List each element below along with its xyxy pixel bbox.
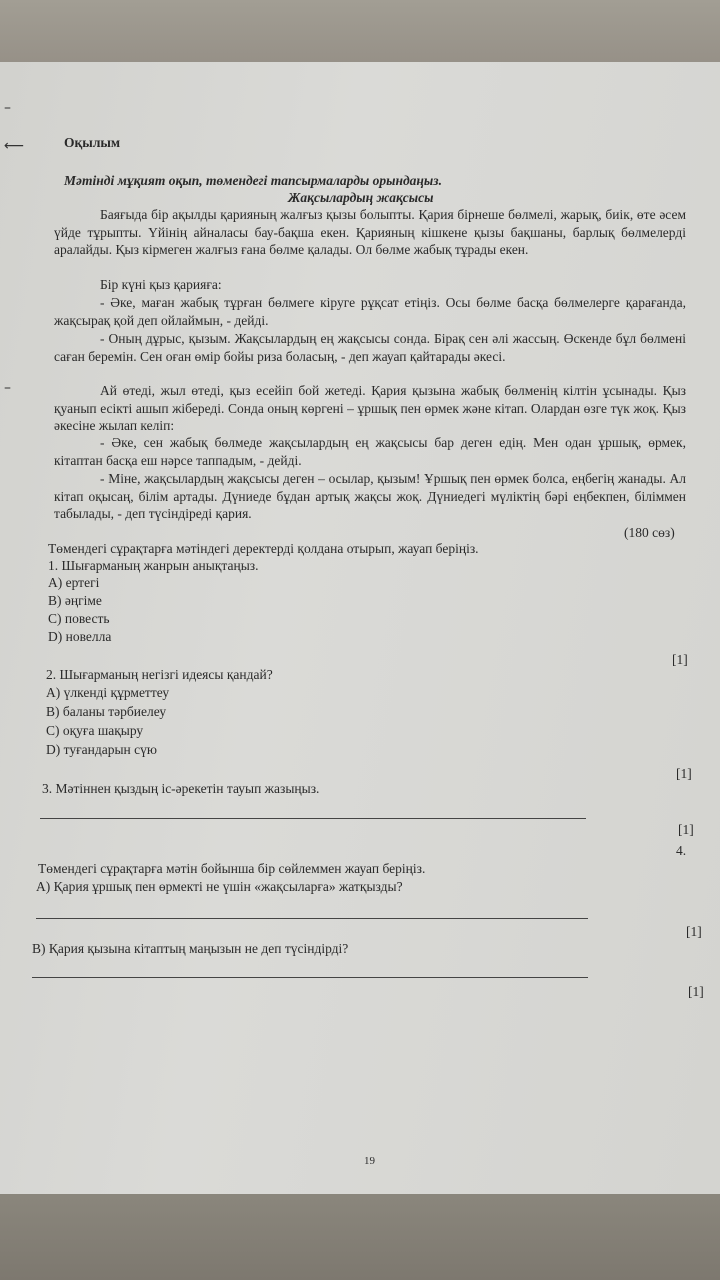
word-count: (180 сөз) <box>624 525 675 540</box>
q2-score: [1] <box>676 766 692 781</box>
answer-line-q3[interactable] <box>40 818 586 819</box>
background-bottom <box>0 1190 720 1280</box>
q1-option-b: B) әңгіме <box>48 593 102 608</box>
q1-option-c: C) повесть <box>48 611 110 626</box>
question-1: 1. Шығарманың жанрын анықтаңыз. <box>48 558 259 573</box>
q2-option-b: B) баланы тәрбиелеу <box>46 704 167 719</box>
q1-option-d: D) новелла <box>48 629 112 644</box>
q3-score: [1] <box>678 822 694 837</box>
paragraph-4: - Оның дұрыс, қызым. Жақсылардың ең жақсысы сонда. Бірақ сен әлі жассың. Өскенде бұл бөлмені саған беремін. Сен оған өмір бойы риза боласың, - деп жауап қайтарады әкесі. <box>54 331 686 364</box>
question-4-number: 4. <box>676 843 687 858</box>
text-title: Жақсылардың жақсысы <box>288 190 434 205</box>
question-4b: B) Қария қызына кітаптың маңызын не деп түсіндірді? <box>32 941 349 956</box>
question-4-intro: Төмендегі сұрақтарға мәтін бойынша бір сөйлеммен жауап беріңіз. <box>38 861 426 876</box>
paragraph-2: Бір күні қыз қарияға: <box>100 277 222 292</box>
paragraph-5: Ай өтеді, жыл өтеді, қыз есейіп бой жетеді. Қария қызына жабық бөлменің кілтін ұсынады. Қыз қуанып есікті ашып жібереді. Сонда оның көргені – ұршық пен өрмек және кітап. Олардан өзге түк жоқ. Қыз әкесіне жылап келіп: <box>54 383 686 434</box>
paper-sheet <box>0 62 720 1194</box>
page-number: 19 <box>364 1155 375 1167</box>
q1-score: [1] <box>672 652 688 667</box>
q2-option-c: C) оқуға шақыру <box>46 723 144 738</box>
background-top <box>0 0 720 70</box>
section-title: Оқылым <box>64 135 121 150</box>
instruction: Мәтінді мұқият оқып, төмендегі тапсырмаларды орындаңыз. <box>64 173 442 188</box>
margin-mark: – <box>4 100 11 116</box>
margin-mark: – <box>4 380 11 396</box>
task-intro: Төмендегі сұрақтарға мәтіндегі деректерді қолдана отырып, жауап беріңіз. <box>48 541 479 556</box>
paragraph-7: - Міне, жақсылардың жақсысы деген – осылар, қызым! Ұршық пен өрмек болса, еңбегің жанады. Ал кітап оқысаң, білім артады. Дүниеде бұдан артық жақсы жоқ. Дүниедегі мүліктің бәрі еңбекпен, біліммен табылады, - деп түсіндіреді қария. <box>54 471 686 522</box>
question-3: 3. Мәтіннен қыздың іс-әрекетін тауып жазыңыз. <box>42 781 320 796</box>
paragraph-6: - Әке, сен жабық бөлмеде жақсылардың ең жақсысы бар деген едің. Мен одан ұршық, өрмек, кітаптан басқа еш нәрсе таппадым, - дейді. <box>54 435 686 468</box>
q4b-score: [1] <box>688 984 704 999</box>
q2-option-d: D) туғандарын сүю <box>46 742 157 757</box>
paragraph-1: Баяғыда бір ақылды қарияның жалғыз қызы болыпты. Қария бірнеше бөлмелі, жарық, биік, өте әсем үйде тұрыпты. Үйінің айналасы бау-бақша екен. Қарияның кішкене қызы бақшаны, барлық бөлмелерді аралайды. Қыз кірмеген жалғыз ғана бөлме қалады. Ол бөлме жабық тұрады екен. <box>54 207 686 258</box>
question-4a: A) Қария ұршық пен өрмекті не үшін «жақсыларға» жатқызды? <box>36 879 403 894</box>
paragraph-3: - Әке, маған жабық тұрған бөлмеге кіруге рұқсат етіңіз. Осы бөлме басқа бөлмелерге қарағанда, жақсырақ қой деп ойлаймын, - дейді. <box>54 295 686 328</box>
answer-line-q4b[interactable] <box>32 977 588 978</box>
q1-option-a: A) ертегі <box>48 575 100 590</box>
answer-line-q4a[interactable] <box>36 918 588 919</box>
question-2: 2. Шығарманың негізгі идеясы қандай? <box>46 667 273 682</box>
q2-option-a: A) үлкенді құрметтеу <box>46 685 170 700</box>
q4a-score: [1] <box>686 924 702 939</box>
margin-arrow: ⟵ <box>4 138 25 154</box>
